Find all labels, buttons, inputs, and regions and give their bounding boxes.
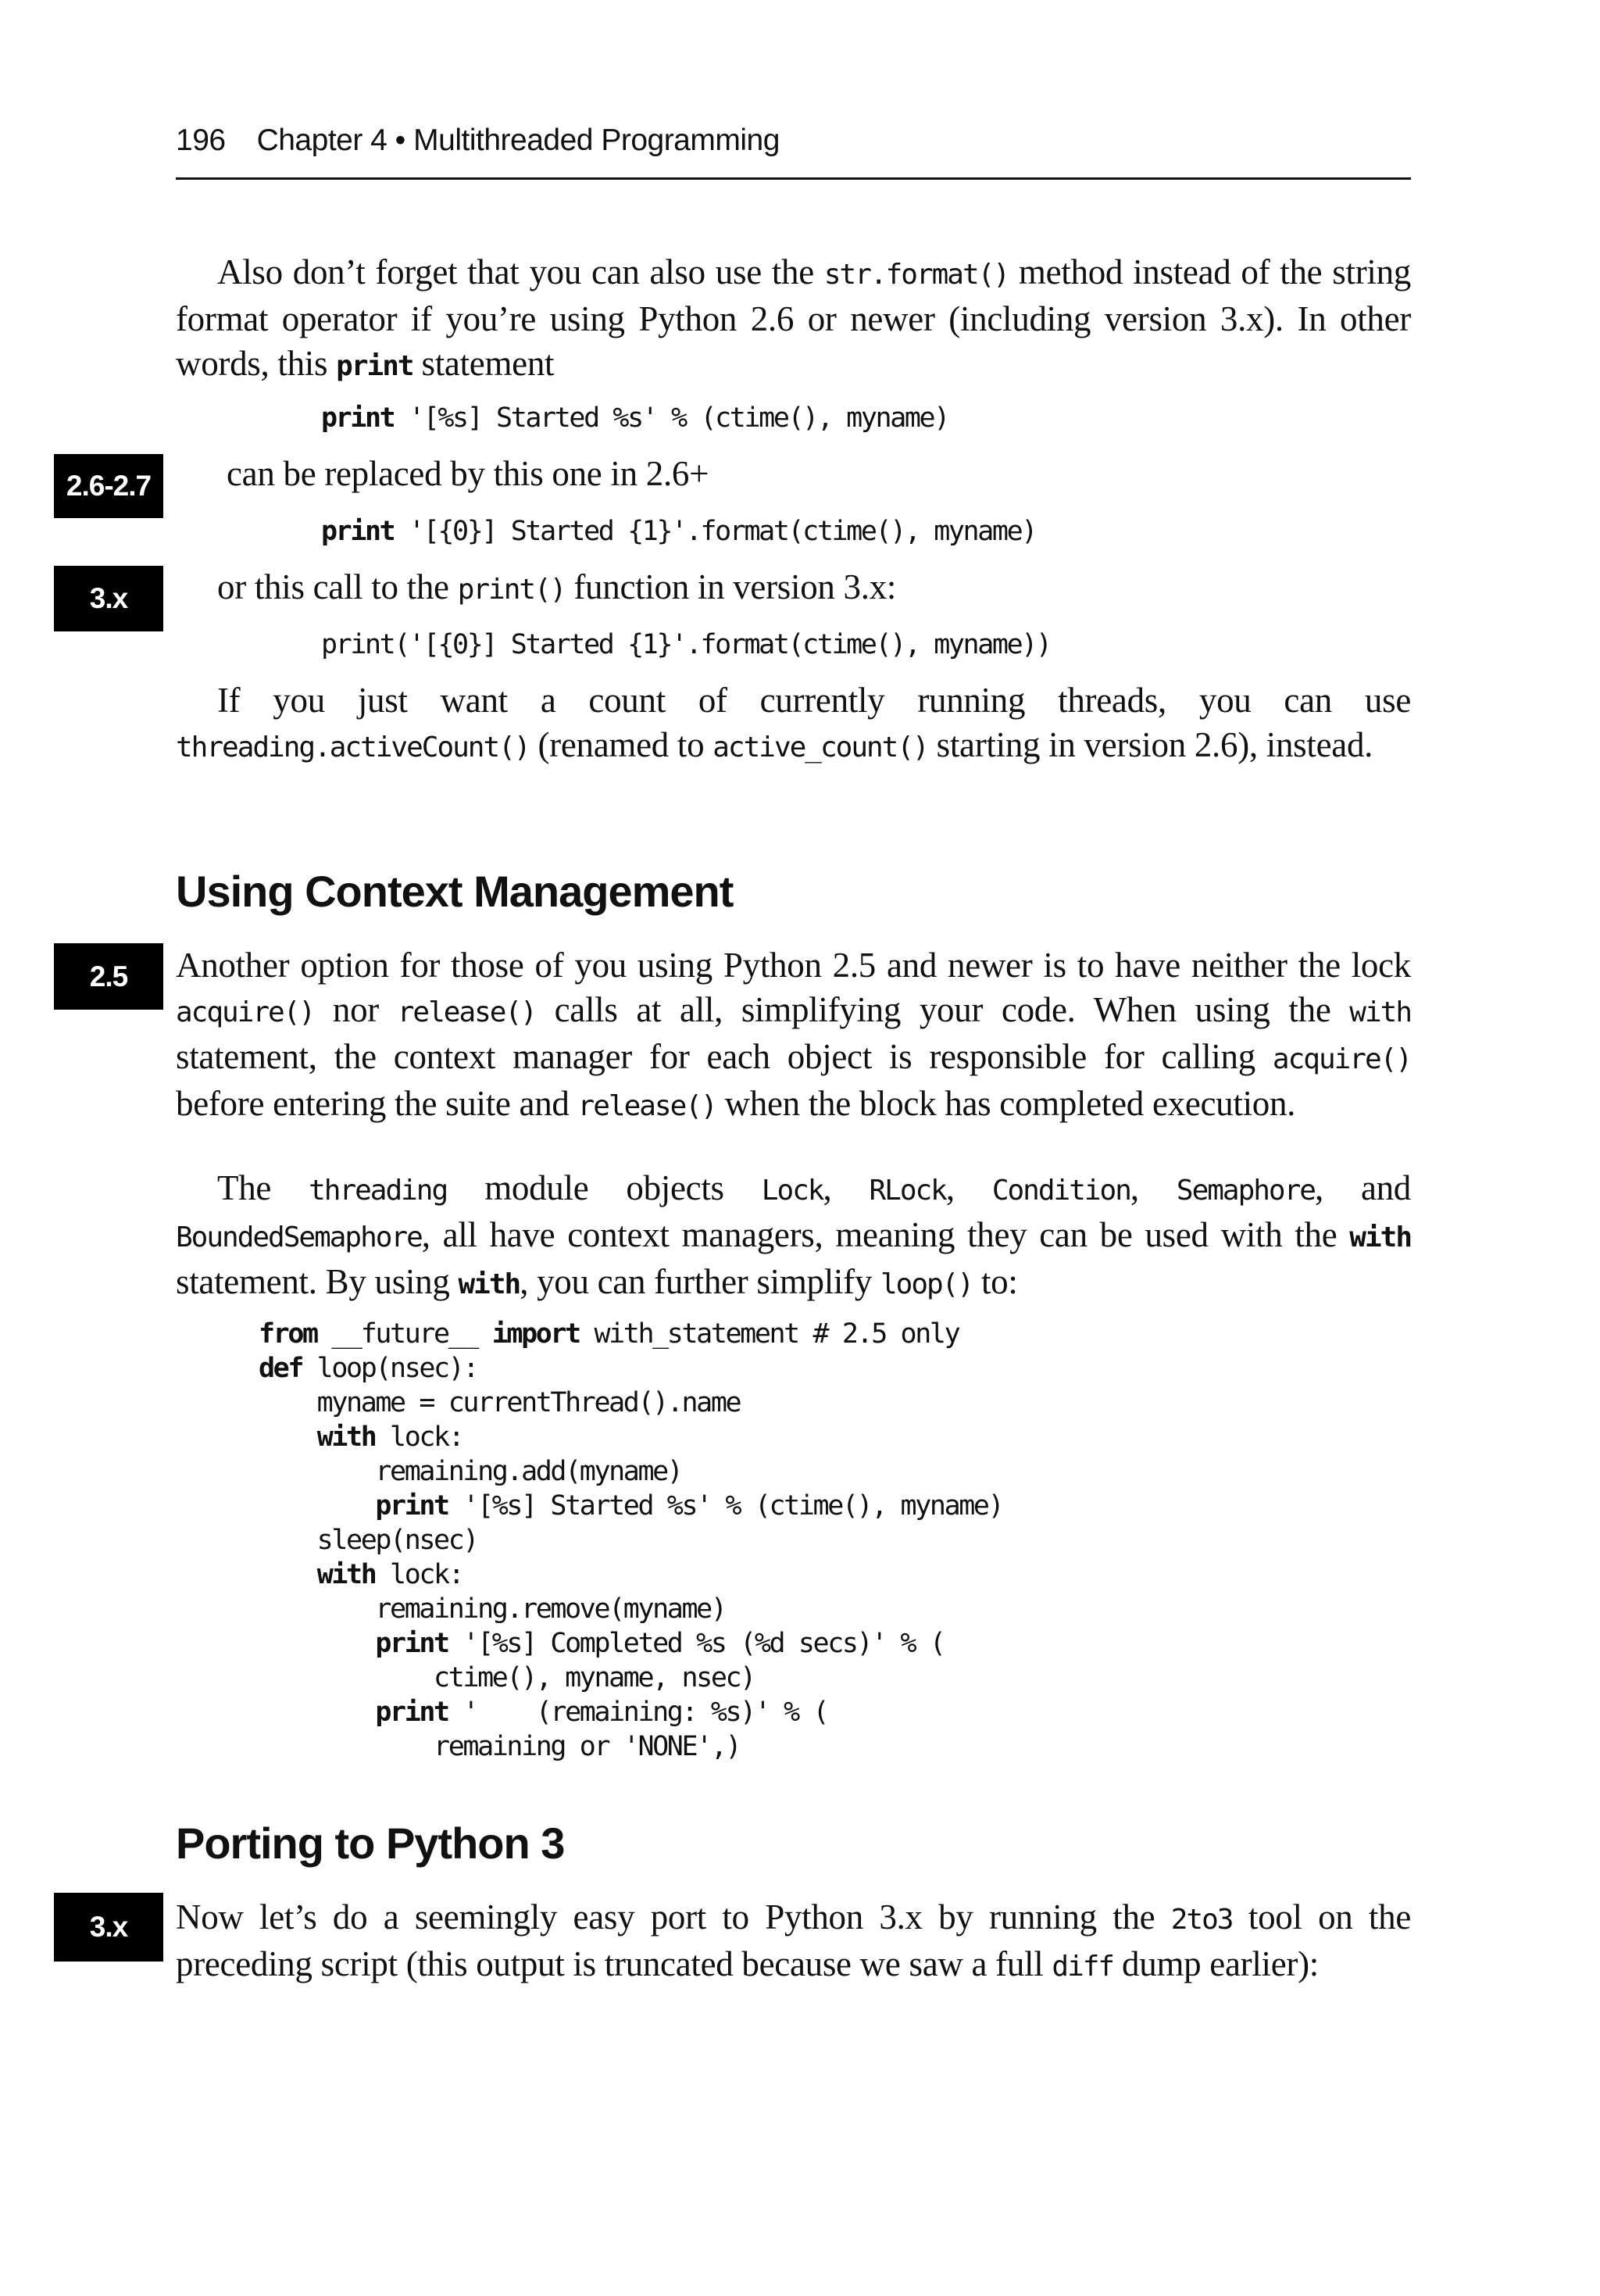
text-run: Also don’t forget that you can also use the — [217, 252, 824, 291]
version-tag: 3.x — [54, 566, 163, 631]
running-title: Chapter 4 • Multithreaded Programming — [256, 123, 780, 157]
text-run: statement. By using — [176, 1262, 459, 1301]
text-run: , you can further simplify — [520, 1262, 880, 1301]
text-run: can be replaced by this one in 2.6+ — [227, 454, 709, 493]
code-line — [321, 628, 1051, 662]
code-line — [321, 401, 948, 435]
code-text: '[%s] Completed %s (%d secs)' % ( — [448, 1628, 945, 1659]
code-text: remaining.remove(myname) — [259, 1593, 726, 1625]
code-text: ctime(), myname, nsec) — [259, 1662, 755, 1693]
code-line — [259, 1626, 1002, 1661]
inline-code: Condition — [991, 1175, 1130, 1207]
code-line — [259, 1729, 1002, 1764]
code-text — [259, 1628, 375, 1659]
inline-code: with — [1349, 996, 1411, 1028]
version-tag: 3.x — [54, 1893, 163, 1962]
text-run: module objects — [447, 1168, 762, 1207]
code-keyword: import — [491, 1318, 580, 1350]
section-heading: Porting to Python 3 — [176, 1819, 565, 1868]
code-line — [259, 1661, 1002, 1695]
header-rule — [176, 177, 1411, 180]
code-line — [259, 1420, 1002, 1454]
code-text: '[{0}] Started {1}'.format(ctime(), myname) — [394, 516, 1036, 547]
paragraph — [176, 678, 1411, 770]
text-run: calls at all, simplifying your code. When using the — [535, 990, 1350, 1029]
running-header — [176, 123, 780, 158]
code-block — [321, 401, 948, 435]
inline-code: threading.activeCount() — [176, 731, 530, 764]
code-line — [259, 1557, 1002, 1592]
inline-code: release() — [397, 996, 536, 1028]
code-line — [259, 1351, 1002, 1386]
code-keyword: print — [375, 1490, 448, 1522]
text-run: , — [823, 1168, 870, 1207]
inline-code: Semaphore — [1176, 1175, 1315, 1207]
code-keyword: from — [259, 1318, 317, 1350]
code-text — [259, 1559, 317, 1590]
code-line — [259, 1523, 1002, 1557]
text-run: nor — [314, 990, 398, 1029]
text-run: when the block has completed execution. — [716, 1084, 1296, 1123]
code-line — [259, 1317, 1002, 1351]
text-run: function in version 3.x: — [565, 567, 897, 606]
text-run: , — [945, 1168, 992, 1207]
code-line — [321, 514, 1036, 549]
code-keyword: with — [316, 1559, 376, 1590]
version-tag: 2.6-2.7 — [54, 454, 163, 518]
inline-code: diff — [1052, 1951, 1114, 1983]
text-run: or this call to the — [217, 567, 458, 606]
text-run: tool on the preceding script (this output is truncated because we saw a full — [176, 1897, 1411, 1983]
code-text: print('[{0}] Started {1}'.format(ctime(), myname)) — [321, 629, 1051, 660]
code-text: lock: — [375, 1559, 463, 1590]
text-run: (renamed to — [529, 725, 713, 764]
code-text: lock: — [375, 1422, 463, 1453]
inline-code: with — [1349, 1221, 1411, 1254]
inline-code: str.format() — [823, 259, 1009, 291]
inline-code: release() — [577, 1090, 716, 1122]
text-run: before entering the suite and — [176, 1084, 578, 1123]
inline-code: with — [458, 1268, 520, 1300]
code-text: remaining or 'NONE',) — [259, 1731, 741, 1762]
inline-code: 2to3 — [1170, 1904, 1233, 1936]
paragraph — [176, 943, 1411, 1128]
code-text: loop(nsec): — [302, 1353, 478, 1384]
code-text: '[%s] Started %s' % (ctime(), myname) — [394, 402, 948, 434]
code-text: '[%s] Started %s' % (ctime(), myname) — [448, 1490, 1003, 1522]
inline-code: RLock — [869, 1175, 946, 1207]
code-keyword: print — [375, 1628, 448, 1659]
text-run: method instead of the string format operator if you’re using Python 2.6 or newer (including version 3.x). In other words, this — [176, 252, 1411, 383]
text-run: If you just want a count of currently running threads, you can use — [217, 681, 1411, 720]
inline-code: loop() — [880, 1268, 973, 1300]
text-run: dump earlier): — [1113, 1944, 1319, 1983]
text-run: The — [217, 1168, 309, 1207]
inline-code: threading — [309, 1175, 448, 1207]
code-text: with_statement # 2.5 only — [579, 1318, 959, 1350]
paragraph — [176, 250, 1411, 388]
paragraph — [176, 1166, 1411, 1307]
inline-code: print() — [457, 574, 566, 606]
code-line — [259, 1489, 1002, 1523]
code-keyword: print — [375, 1697, 448, 1728]
code-text: remaining.add(myname) — [259, 1456, 682, 1487]
code-text: sleep(nsec) — [259, 1525, 478, 1556]
inline-code: Lock — [761, 1175, 823, 1207]
inline-code: BoundedSemaphore — [176, 1221, 422, 1254]
inline-code: acquire() — [1272, 1043, 1411, 1075]
inline-code: active_count() — [712, 731, 928, 764]
inline-code: print — [336, 350, 413, 382]
code-keyword: def — [259, 1353, 303, 1384]
paragraph — [227, 452, 1398, 496]
code-text: ' (remaining: %s)' % ( — [448, 1697, 828, 1728]
code-text: __future__ — [316, 1318, 492, 1350]
text-run: starting in version 2.6), instead. — [927, 725, 1373, 764]
code-keyword: print — [321, 402, 395, 434]
inline-code: acquire() — [176, 996, 315, 1028]
version-tag: 2.5 — [54, 943, 163, 1010]
text-run: Another option for those of you using Python 2.5 and newer is to have neither the lock — [176, 946, 1411, 985]
section-heading: Using Context Management — [176, 867, 734, 916]
code-block — [321, 514, 1036, 549]
code-line — [259, 1454, 1002, 1489]
code-keyword: print — [321, 516, 395, 547]
page-number: 196 — [176, 123, 226, 157]
code-block — [259, 1317, 1002, 1764]
paragraph — [217, 565, 1405, 612]
code-line — [259, 1592, 1002, 1626]
text-run: , — [1130, 1168, 1177, 1207]
code-text — [259, 1422, 317, 1453]
code-line — [259, 1695, 1002, 1729]
text-run: to: — [973, 1262, 1018, 1301]
code-block — [321, 628, 1051, 662]
code-keyword: with — [316, 1422, 376, 1453]
paragraph — [176, 1895, 1411, 1989]
code-text — [259, 1697, 375, 1728]
text-run: statement, the context manager for each object is responsible for calling — [176, 1037, 1273, 1076]
code-text — [259, 1490, 375, 1522]
code-line — [259, 1386, 1002, 1420]
text-run: , and — [1314, 1168, 1412, 1207]
text-run: Now let’s do a seemingly easy port to Python 3.x by running the — [176, 1897, 1171, 1937]
text-run: , all have context managers, meaning they can be used with the — [421, 1215, 1350, 1254]
code-text: myname = currentThread().name — [259, 1387, 741, 1418]
text-run: statement — [412, 344, 555, 383]
